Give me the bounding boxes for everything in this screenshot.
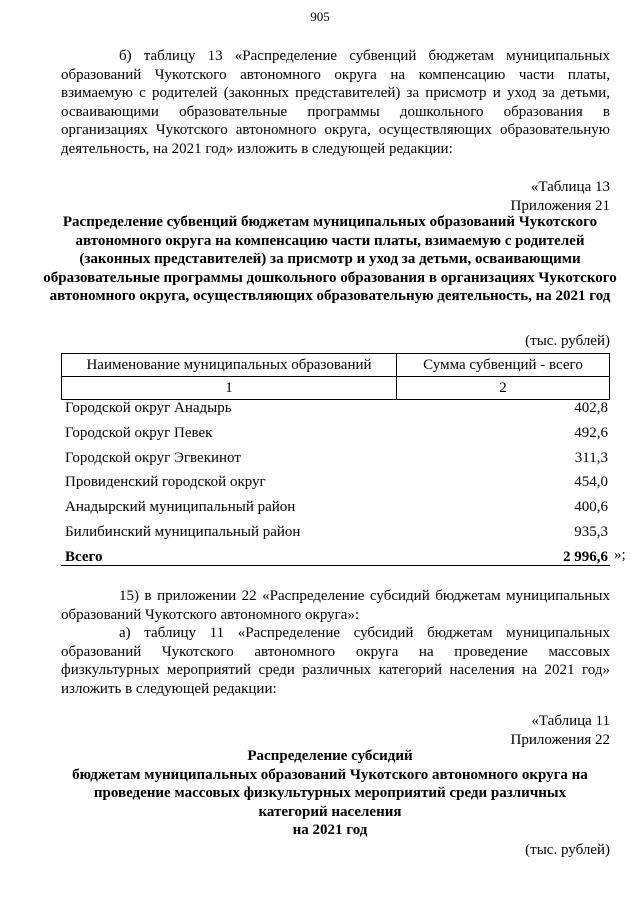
column-header-name: Наименование муниципальных образований — [62, 354, 397, 377]
table11-title-line2: бюджетам муниципальных образований Чукотского автономного округа на — [72, 766, 588, 783]
table-row — [61, 472, 610, 497]
table11-label-line1: «Таблица 11 — [531, 713, 610, 729]
column-header-sum: Сумма субвенций - всего — [397, 354, 610, 377]
table11-label-line2: Приложения 22 — [510, 731, 610, 748]
table-row — [61, 398, 610, 423]
table11-title-line3: проведение массовых физкультурных мероприятий среди различных — [93, 785, 567, 801]
item15a-paragraph: а) таблицу 11 «Распределение субсидий бюджетам муниципальных образований Чукотского автономного округа на проведение массовых физкультурных мероприятий среди различных категорий населения на 2021 год» изложить в следующей редакции: — [61, 625, 610, 697]
municipality-name: Городской округ Эгвекинот — [65, 449, 241, 466]
table13-title: Распределение субвенций бюджетам муниципальных образований Чукотского автономного округа на компенсацию части платы, взимаемую с родителей (законных представителей) за присмотр и уход за детьми, осваивающими образовательные программы дошкольного образования в организациях Чукотского автономного округа, осуществляющих образовательную деятельность, на 2021 год — [43, 214, 617, 304]
table11-unit: (тыс. рублей) — [525, 842, 610, 858]
total-label: Всего — [65, 548, 103, 565]
table11-title — [40, 747, 620, 840]
table13-unit: (тыс. рублей) — [525, 333, 610, 349]
closing-quote-mark: »; — [614, 547, 626, 563]
table-row — [61, 522, 610, 547]
page-number: 905 — [310, 9, 330, 24]
table11-label — [511, 712, 611, 749]
subvention-amount: 935,3 — [574, 523, 608, 540]
column-number-2: 2 — [397, 377, 610, 400]
table13-label-line1: «Таблица 13 — [530, 179, 610, 195]
item15-paragraph: 15) в приложении 22 «Распределение субсидий бюджетам муниципальных образований Чукотского автономного округа»: — [61, 588, 610, 623]
table11-title-line1: Распределение субсидий — [247, 748, 413, 764]
subvention-amount: 400,6 — [574, 499, 608, 516]
table13-label-line2: Приложения 21 — [510, 197, 610, 214]
table-row — [61, 448, 610, 473]
table13-header — [61, 353, 610, 400]
intro-paragraph: б) таблицу 13 «Распределение субвенций бюджетам муниципальных образований Чукотского автономного округа на компенсацию части платы, взимаемую с родителей (законных представителей) за присмотр и уход за детьми, осваивающими образовательные программы дошкольного образования в организациях Чукотского автономного округа, осуществляющих образовательную деятельность, на 2021 год» изложить в следующей редакции: — [61, 48, 610, 157]
subvention-amount: 492,6 — [574, 424, 608, 441]
table11-title-line4: категорий населения — [258, 803, 402, 820]
table11-title-line5: на 2021 год — [292, 822, 368, 838]
table13-body — [61, 398, 610, 572]
municipality-name: Провиденский городской округ — [65, 474, 266, 491]
municipality-name: Билибинский муниципальный район — [65, 523, 301, 540]
column-number-1: 1 — [62, 377, 397, 400]
total-amount: 2 996,6 — [563, 548, 608, 565]
subvention-amount: 402,8 — [574, 400, 608, 416]
municipality-name: Городской округ Анадырь — [65, 400, 232, 416]
table-row — [61, 423, 610, 448]
municipality-name: Анадырский муниципальный район — [65, 499, 296, 516]
table-total-row — [61, 547, 610, 572]
subvention-amount: 454,0 — [574, 474, 608, 491]
table13-label — [511, 178, 611, 215]
municipality-name: Городской округ Певек — [65, 424, 213, 441]
subvention-amount: 311,3 — [574, 449, 608, 466]
table-row — [61, 497, 610, 522]
table-bottom-rule — [61, 565, 610, 566]
